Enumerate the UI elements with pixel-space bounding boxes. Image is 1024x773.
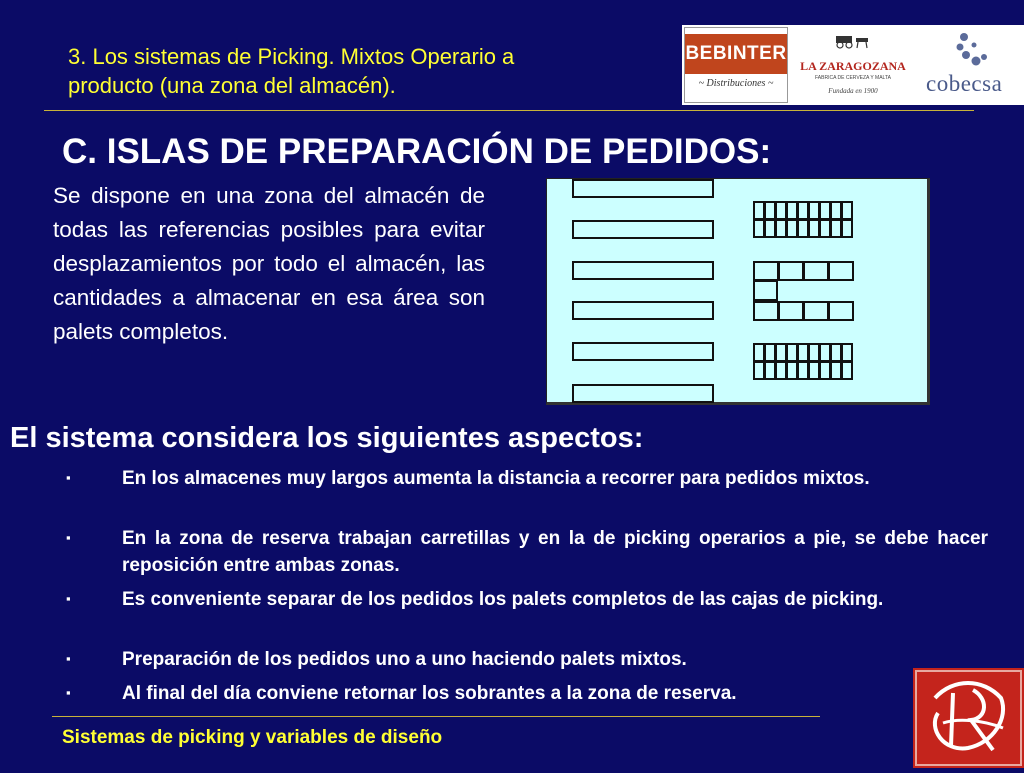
aspect-text: En la zona de reserva trabajan carretillas y en la de picking operarios a pie, se debe hacer reposición entre ambas zonas. <box>122 528 988 576</box>
bebinter-name: BEBINTER <box>685 34 787 74</box>
picking-cell <box>753 261 779 281</box>
picking-cell <box>778 261 804 281</box>
picking-cell <box>803 301 829 321</box>
cobecsa-dots-icon <box>952 31 992 67</box>
bullet-marker: ▪ <box>66 591 71 606</box>
picking-cell <box>841 343 853 362</box>
picking-cell <box>753 280 778 301</box>
bebinter-logo <box>684 27 788 103</box>
aspect-text: Es conveniente separar de los pedidos los palets completos de las cajas de picking. <box>122 589 884 610</box>
zaragozana-name: LA ZARAGOZANA <box>800 59 906 73</box>
storage-rack <box>572 301 714 320</box>
aspect-text: Preparación de los pedidos uno a uno haciendo palets mixtos. <box>122 649 687 670</box>
monogram-icon <box>913 668 1024 768</box>
storage-rack <box>572 342 714 361</box>
storage-rack <box>572 261 714 280</box>
picking-cell <box>753 301 779 321</box>
zaragozana-logo <box>794 27 912 101</box>
storage-rack <box>572 384 714 403</box>
picking-cell <box>803 261 829 281</box>
picking-cell <box>841 219 853 238</box>
top-divider <box>44 110 974 111</box>
picking-cell <box>778 301 804 321</box>
bullet-marker: ▪ <box>66 685 71 700</box>
bullet-marker: ▪ <box>66 470 71 485</box>
bullet-marker: ▪ <box>66 651 71 666</box>
carriage-icon <box>834 33 872 49</box>
bebinter-tagline: ~ Distribuciones ~ <box>698 78 774 89</box>
zaragozana-tagline: FABRICA DE CERVEZA Y MALTA <box>815 75 891 81</box>
cobecsa-logo <box>920 27 1022 101</box>
slide-title: C. ISLAS DE PREPARACIÓN DE PEDIDOS: <box>62 132 772 171</box>
bullet-marker: ▪ <box>66 530 71 545</box>
storage-rack <box>572 220 714 239</box>
zaragozana-signature: Fundada en 1900 <box>828 87 878 95</box>
picking-cell <box>828 301 854 321</box>
university-logo <box>913 668 1024 768</box>
footer-text: Sistemas de picking y variables de diseño <box>62 727 443 748</box>
aspects-heading: El sistema considera los siguientes aspectos: <box>10 422 644 454</box>
aspect-text: Al final del día conviene retornar los sobrantes a la zona de reserva. <box>122 683 737 704</box>
intro-paragraph: Se dispone en una zona del almacén de todas las referencias posibles para evitar desplazamientos por todo el almacén, las cantidades a almacenar en esa área son palets completos. <box>53 183 485 344</box>
sponsor-logos <box>682 25 1024 105</box>
slide-subtitle <box>68 42 668 100</box>
picking-cell <box>828 261 854 281</box>
bottom-divider <box>52 716 820 717</box>
aspect-text: En los almacenes muy largos aumenta la distancia a recorrer para pedidos mixtos. <box>122 468 870 489</box>
subtitle-line-2: producto (una zona del almacén). <box>68 73 396 98</box>
warehouse-island-diagram <box>546 178 930 405</box>
picking-cell <box>841 201 853 220</box>
storage-rack <box>572 179 714 198</box>
subtitle-line-1: 3. Los sistemas de Picking. Mixtos Operario a <box>68 44 515 69</box>
cobecsa-name: cobecsa <box>926 71 1003 96</box>
picking-cell <box>841 361 853 380</box>
